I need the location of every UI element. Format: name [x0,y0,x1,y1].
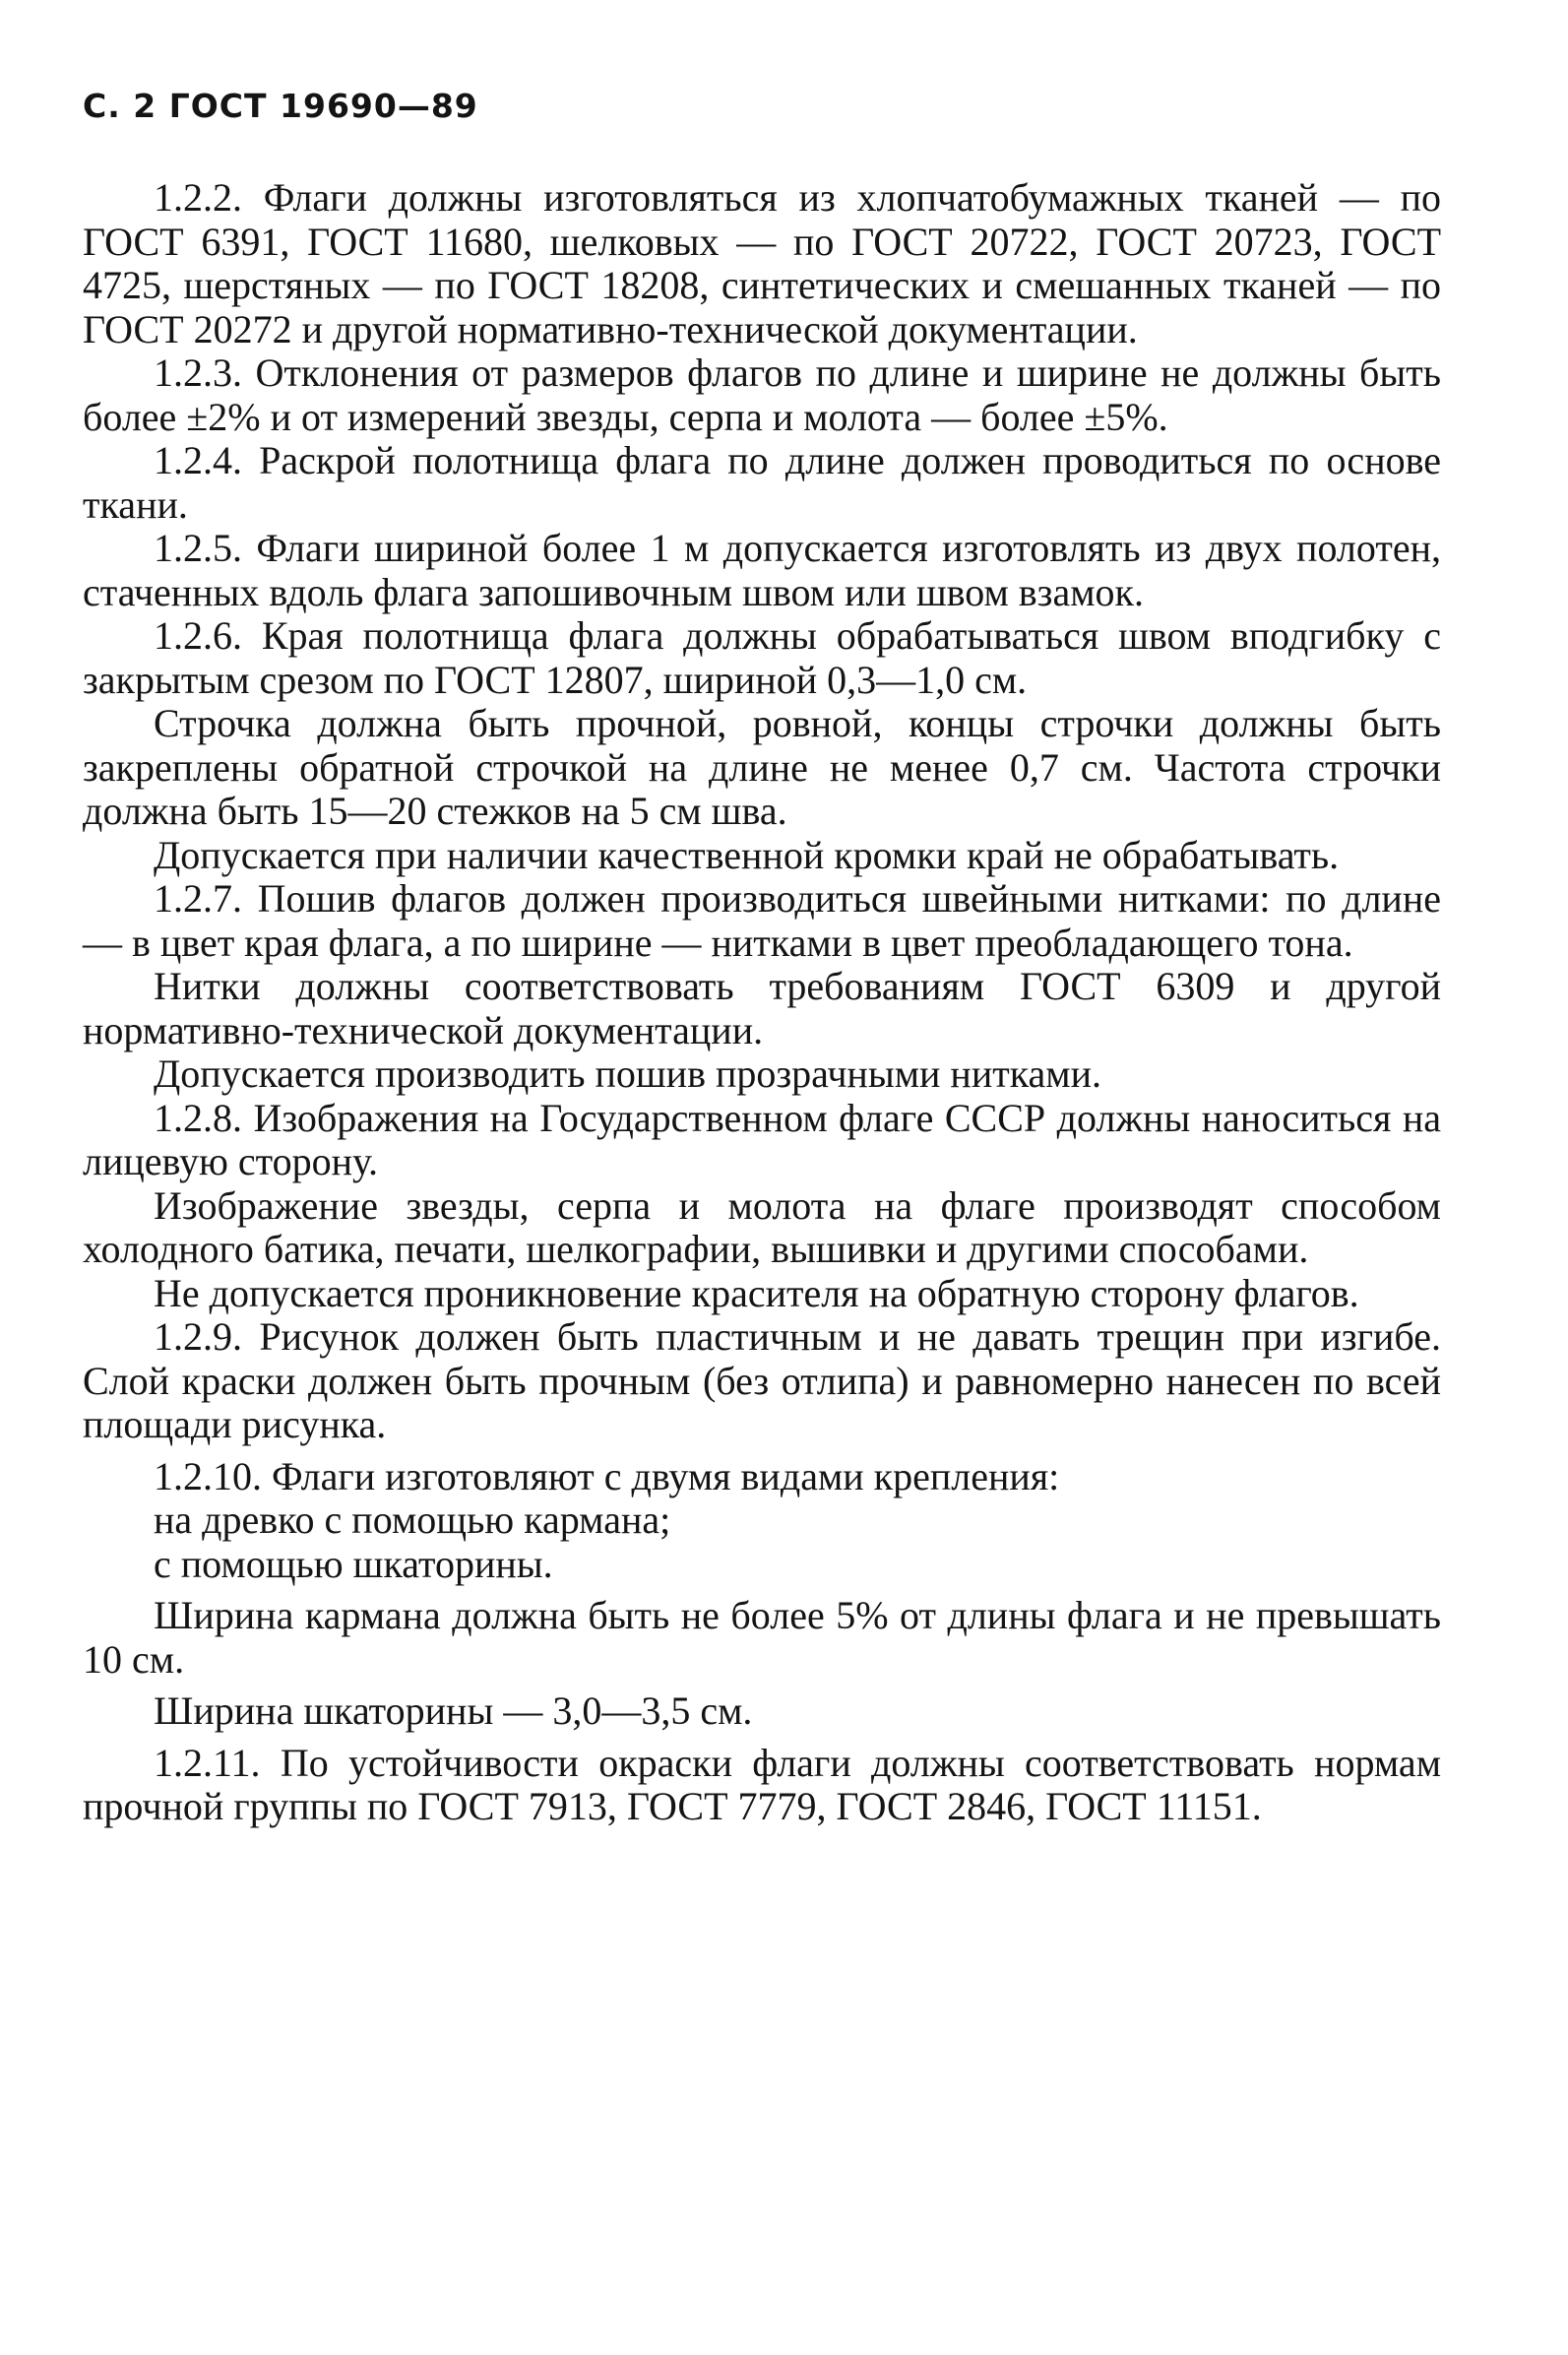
clause-1-2-11: 1.2.11. По устойчивости окраски флаги должны соответствовать нормам прочной группы по ГОСТ 7913, ГОСТ 7779, ГОСТ 2846, ГОСТ 11151. [83,1740,1441,1828]
clause-1-2-2: 1.2.2. Флаги должны изготовляться из хлопчатобумажных тканей — по ГОСТ 6391, ГОСТ 11680, шелковых — по ГОСТ 20722, ГОСТ 20723, ГОСТ 4725, шерстяных — по ГОСТ 18208, синтетических и смешанных тканей — по ГОСТ 20272 и другой нормативно-технической документации. [83,175,1441,351]
page-number: С. 2 [83,87,157,125]
standard-number: ГОСТ 19690—89 [168,87,478,125]
clause-1-2-6-selvage: Допускается при наличии качественной кромки край не обрабатывать. [154,832,1340,877]
clause-1-2-10-bolt-rope: с помощью шкаторины. [154,1541,553,1586]
clause-1-2-4: 1.2.4. Раскрой полотнища флага по длине должен проводиться по основе ткани. [83,438,1441,527]
clause-1-2-8-dye: Не допускается проникновение красителя на обратную сторону флагов. [154,1270,1359,1315]
clause-1-2-10-pocket-width: Ширина кармана должна быть не более 5% от длины флага и не превышать 10 см. [83,1593,1441,1682]
clause-1-2-6-stitching: Строчка должна быть прочной, ровной, концы строчки должны быть закреплены обратной строчкой на длине не менее 0,7 см. Частота строчки должна быть 15—20 стежков на 5 см шва. [83,701,1441,833]
clause-1-2-6: 1.2.6. Края полотнища флага должны обрабатываться швом вподгибку с закрытым срезом по ГОСТ 12807, шириной 0,3—1,0 см. [83,613,1441,702]
document-page [83,87,1441,1829]
clause-1-2-8: 1.2.8. Изображения на Государственном флаге СССР должны наноситься на лицевую сторону. [83,1095,1441,1183]
clause-1-2-10-rope-width: Ширина шкаторины — 3,0—3,5 см. [154,1688,753,1733]
clause-1-2-9: 1.2.9. Рисунок должен быть пластичным и не давать трещин при изгибе. Слой краски должен быть прочным (без отлипа) и равномерно нанесен по всей площади рисунка. [83,1314,1441,1446]
clause-1-2-10: 1.2.10. Флаги изготовляют с двумя видами крепления: [154,1453,1060,1498]
page-header [83,87,1441,125]
clause-1-2-10-pocket: на древко с помощью кармана; [154,1497,671,1542]
clause-1-2-7-transparent: Допускается производить пошив прозрачными нитками. [154,1051,1102,1096]
clause-1-2-8-methods: Изображение звезды, серпа и молота на флаге производят способом холодного батика, печати, шелкографии, вышивки и другими способами. [83,1182,1441,1271]
clause-1-2-7: 1.2.7. Пошив флагов должен производиться швейными нитками: по длине — в цвет края флага, а по ширине — нитками в цвет преобладающего тона. [83,876,1441,965]
clause-1-2-7-threads: Нитки должны соответствовать требованиям ГОСТ 6309 и другой нормативно-технической документации. [83,964,1441,1052]
clause-1-2-5: 1.2.5. Флаги шириной более 1 м допускается изготовлять из двух полотен, стаченных вдоль флага запошивочным швом или швом взамок. [83,526,1441,614]
clause-1-2-3: 1.2.3. Отклонения от размеров флагов по длине и ширине не должны быть более ±2% и от измерений звезды, серпа и молота — более ±5%. [83,350,1441,439]
document-body [83,176,1441,1829]
